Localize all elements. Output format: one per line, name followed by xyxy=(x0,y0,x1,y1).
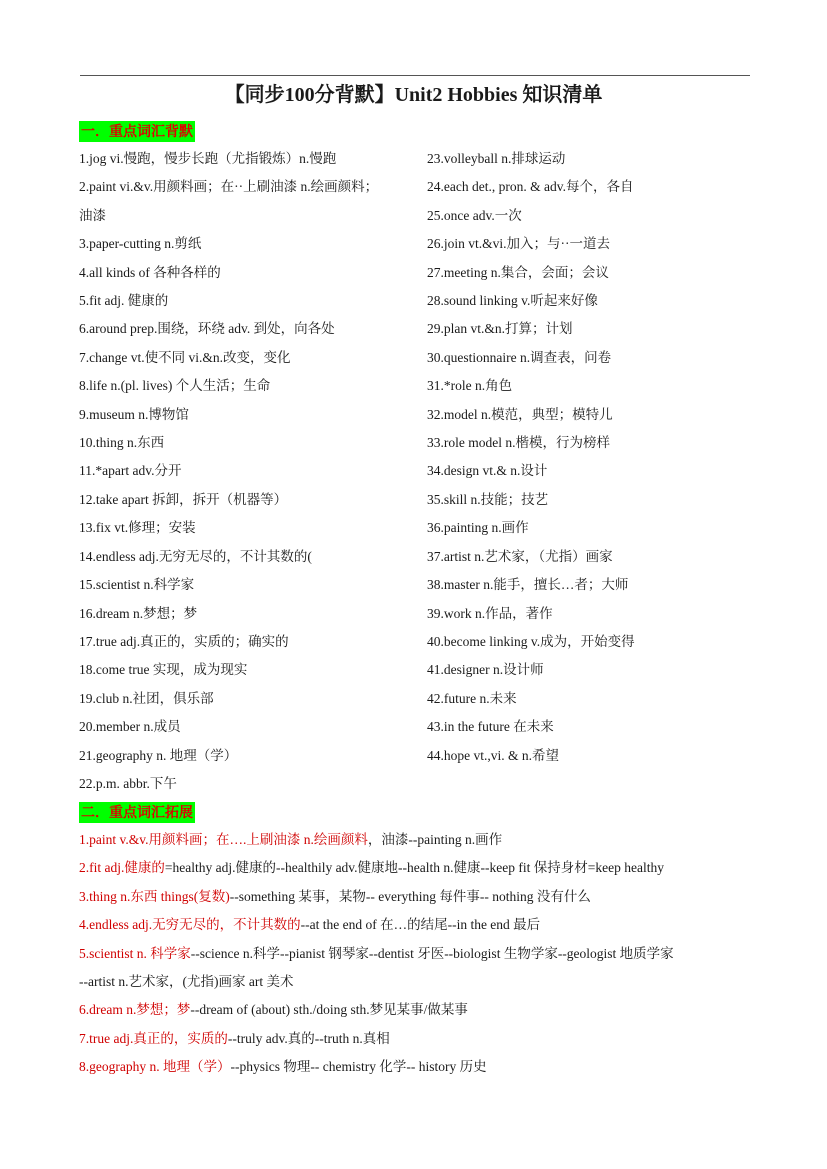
extension-item xyxy=(79,940,749,968)
page-title: 【同步100分背默】Unit2 Hobbies 知识清单 xyxy=(224,84,603,106)
vocab-item: 12.take apart 拆卸，拆开（机器等） xyxy=(79,491,288,507)
section-heading-vocab: 一．重点词汇背默 xyxy=(79,121,195,142)
vocab-item: 8.life n.(pl. lives) 个人生活；生命 xyxy=(79,378,271,394)
vocab-item: 17.true adj.真正的，实质的；确实的 xyxy=(79,633,289,649)
vocab-item: 6.around prep.围绕，环绕 adv. 到处，向各处 xyxy=(79,321,335,337)
extension-item xyxy=(79,996,749,1024)
vocab-item-continuation: 油漆 xyxy=(79,207,106,223)
vocab-item: 9.museum n.博物馆 xyxy=(79,406,189,422)
vocab-item: 3.paper-cutting n.剪纸 xyxy=(79,236,202,252)
vocab-item: 29.plan vt.&n.打算；计划 xyxy=(427,321,573,337)
vocab-item: 30.questionnaire n.调查表，问卷 xyxy=(427,349,612,365)
extension-headword: 2.fit adj.健康的 xyxy=(79,860,165,876)
extension-headword: 1.paint v.&v.用颜料画；在….上刷油漆 n.绘画颜料 xyxy=(79,832,368,847)
extension-derivatives: --physics 物理-- chemistry 化学-- history 历史 xyxy=(230,1059,487,1075)
vocab-item: 44.hope vt.,vi. & n.希望 xyxy=(427,747,559,763)
vocab-item: 21.geography n. 地理（学） xyxy=(79,747,238,763)
header-rule xyxy=(80,75,750,76)
vocab-item: 35.skill n.技能；技艺 xyxy=(427,491,549,507)
vocab-item: 25.once adv.一次 xyxy=(427,207,522,223)
vocab-item: 15.scientist n.科学家 xyxy=(79,577,195,593)
extension-item xyxy=(79,1053,749,1081)
vocab-item: 18.come true 实现，成为现实 xyxy=(79,662,248,678)
extension-item xyxy=(79,911,749,939)
vocab-item: 43.in the future 在未来 xyxy=(427,719,554,735)
extension-item xyxy=(79,1025,749,1053)
vocab-item: 41.designer n.设计师 xyxy=(427,662,544,678)
vocab-item: 13.fix vt.修理；安装 xyxy=(79,520,196,536)
vocab-item: 16.dream n.梦想；梦 xyxy=(79,605,198,621)
vocab-item: 34.design vt.& n.设计 xyxy=(427,463,548,479)
vocab-item: 4.all kinds of 各种各样的 xyxy=(79,264,221,280)
vocab-item: 5.fit adj. 健康的 xyxy=(79,293,169,309)
extension-derivatives: --science n.科学--pianist 钢琴家--dentist 牙医--biologist 生物学家--geologist 地质学家 xyxy=(190,945,674,961)
extension-item xyxy=(79,883,749,911)
extension-headword: 3.thing n.东西 things(复数) xyxy=(79,888,230,904)
extension-derivatives: --at the end of 在…的结尾--in the end 最后 xyxy=(300,917,541,933)
vocab-column-left xyxy=(79,145,424,798)
vocab-item: 40.become linking v.成为，开始变得 xyxy=(427,633,635,649)
vocab-item: 24.each det., pron. & adv.每个，各自 xyxy=(427,179,634,195)
vocab-item: 31.*role n.角色 xyxy=(427,378,513,394)
extension-derivatives: --artist n.艺术家，(尤指)画家 art 美术 xyxy=(79,974,294,990)
vocab-item: 26.join vt.&vi.加入；与··一道去 xyxy=(427,236,610,252)
vocab-item: 28.sound linking v.听起来好像 xyxy=(427,293,598,309)
vocab-item: 20.member n.成员 xyxy=(79,719,181,735)
extension-item xyxy=(79,854,749,882)
vocab-column-right xyxy=(427,145,757,770)
vocab-item: 42.future n.未来 xyxy=(427,690,517,706)
extension-derivatives: =healthy adj.健康的--healthily adv.健康地--health n.健康--keep fit 保持身材=keep healthy xyxy=(164,860,664,876)
vocab-item: 32.model n.模范，典型；模特儿 xyxy=(427,406,613,422)
vocab-item: 7.change vt.使不同 vi.&n.改变，变化 xyxy=(79,349,291,365)
vocab-item: 22.p.m. abbr.下午 xyxy=(79,775,177,791)
vocab-item: 33.role model n.楷模，行为榜样 xyxy=(427,435,610,451)
extension-derivatives: --dream of (about) sth./doing sth.梦见某事/做某事 xyxy=(190,1002,468,1018)
extension-list xyxy=(79,826,749,1082)
extension-headword: 8.geography n. 地理（学） xyxy=(79,1059,231,1075)
extension-item-continuation xyxy=(79,968,749,996)
vocab-item: 19.club n.社团，俱乐部 xyxy=(79,690,214,706)
vocab-item: 27.meeting n.集合，会面；会议 xyxy=(427,264,609,280)
extension-headword: 6.dream n.梦想；梦 xyxy=(79,1002,191,1018)
vocab-item: 11.*apart adv.分开 xyxy=(79,463,182,479)
section-heading-extension: 二．重点词汇拓展 xyxy=(79,802,195,823)
extension-item xyxy=(79,826,749,854)
vocab-item: 14.endless adj.无穷无尽的，不计其数的( xyxy=(79,548,312,564)
extension-derivatives: --something 某事，某物-- everything 每件事-- nothing 没有什么 xyxy=(229,888,591,904)
vocab-item: 37.artist n.艺术家，（尤指）画家 xyxy=(427,548,613,564)
extension-derivatives: --truly adv.真的--truth n.真相 xyxy=(227,1030,390,1046)
vocab-item: 10.thing n.东西 xyxy=(79,435,165,451)
vocab-item: 1.jog vi.慢跑，慢步长跑（尤指锻炼）n.慢跑 xyxy=(79,151,337,166)
extension-headword: 4.endless adj.无穷无尽的，不计其数的 xyxy=(79,917,301,933)
extension-headword: 7.true adj.真正的，实质的 xyxy=(79,1030,228,1046)
vocab-item: 39.work n.作品，著作 xyxy=(427,605,553,621)
extension-headword: 5.scientist n. 科学家 xyxy=(79,945,191,961)
vocab-item: 36.painting n.画作 xyxy=(427,520,529,536)
vocab-item: 38.master n.能手，擅长…者；大师 xyxy=(427,577,629,593)
extension-derivatives: ，油漆--painting n.画作 xyxy=(367,832,503,847)
vocab-item: 2.paint vi.&v.用颜料画；在··上刷油漆 n.绘画颜料； xyxy=(79,179,379,195)
vocab-item: 23.volleyball n.排球运动 xyxy=(427,151,566,166)
